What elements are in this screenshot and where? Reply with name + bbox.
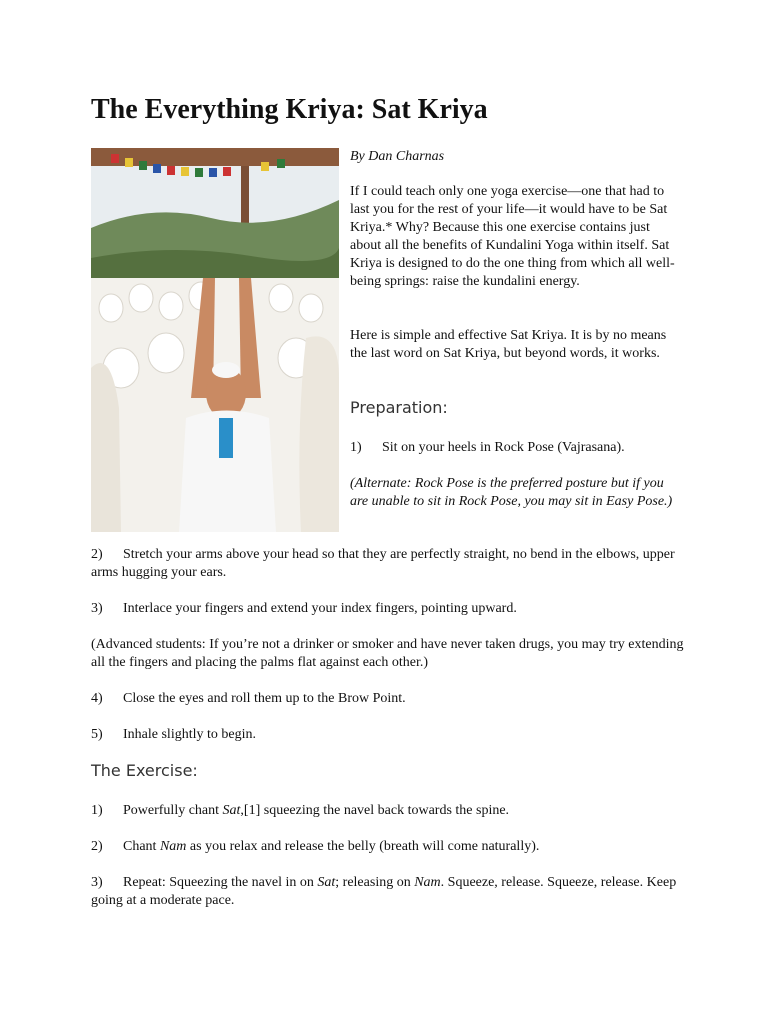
mantra-nam: Nam bbox=[414, 875, 441, 890]
advanced-note: (Advanced students: If you’re not a drinker or smoker and have never taken drugs, you may try extending all the fingers and placing the palms flat against each other.) bbox=[91, 637, 684, 670]
step-text: Sit on your heels in Rock Pose (Vajrasana). bbox=[382, 440, 625, 455]
page-title: The Everything Kriya: Sat Kriya bbox=[91, 94, 488, 125]
prep-step-1 bbox=[350, 439, 680, 457]
exercise-step-1 bbox=[91, 802, 691, 820]
step-text: Chant bbox=[123, 839, 160, 854]
exercise-heading: The Exercise: bbox=[91, 761, 198, 780]
mantra-sat: Sat bbox=[317, 875, 336, 890]
yoga-class-photo bbox=[91, 148, 339, 532]
step-text: ; releasing on bbox=[335, 875, 415, 890]
prep-step-5 bbox=[91, 726, 691, 744]
step-text: . Squeeze, release. Squeeze, release. Keep going at a moderate pace. bbox=[91, 875, 677, 908]
alternate-note: (Alternate: Rock Pose is the preferred posture but if you are unable to sit in Rock Pose, you may sit in Easy Pose.) bbox=[350, 476, 673, 509]
step-text: Stretch your arms above your head so that they are perfectly straight, no bend in the elbows, upper arms hugging your ears. bbox=[91, 547, 675, 580]
preparation-heading: Preparation: bbox=[350, 398, 448, 417]
step-number: 1) bbox=[91, 803, 103, 818]
byline: By Dan Charnas bbox=[350, 149, 445, 164]
step-text: Powerfully chant bbox=[123, 803, 223, 818]
step-number: 1) bbox=[350, 440, 362, 455]
prep-step-2 bbox=[91, 546, 691, 582]
prep-step-4 bbox=[91, 690, 691, 708]
mantra-sat: Sat bbox=[222, 803, 241, 818]
exercise-step-2 bbox=[91, 838, 691, 856]
mantra-nam: Nam bbox=[159, 839, 187, 854]
step-number: 2) bbox=[91, 839, 103, 854]
prep-step-3 bbox=[91, 600, 691, 618]
step-number: 3) bbox=[91, 601, 103, 616]
photo-illustration bbox=[91, 148, 339, 532]
step-text: Inhale slightly to begin. bbox=[123, 727, 256, 742]
step-number: 3) bbox=[91, 875, 103, 890]
exercise-step-3 bbox=[91, 874, 691, 910]
step-text: as you relax and release the belly (breath will come naturally). bbox=[186, 839, 540, 854]
step-text: Interlace your fingers and extend your index fingers, pointing upward. bbox=[123, 601, 517, 616]
intro-paragraph-2: Here is simple and effective Sat Kriya. It is by no means the last word on Sat Kriya, but beyond words, it works. bbox=[350, 328, 667, 361]
step-text: Repeat: Squeezing the navel in on bbox=[123, 875, 318, 890]
step-text: Close the eyes and roll them up to the Brow Point. bbox=[123, 691, 406, 706]
step-number: 2) bbox=[91, 547, 103, 562]
step-text: ,[1] squeezing the navel back towards the spine. bbox=[240, 803, 510, 818]
intro-paragraph: If I could teach only one yoga exercise—one that had to last you for the rest of your life—it would have to be Sat Kriya.* Why? Because this one exercise contains just about all the benefits of Kundalini Yoga within itself. Sat Kriya is designed to do the one thing from which all well-being springs: raise the kundalini energy. bbox=[350, 184, 675, 289]
step-number: 4) bbox=[91, 691, 103, 706]
step-number: 5) bbox=[91, 727, 103, 742]
